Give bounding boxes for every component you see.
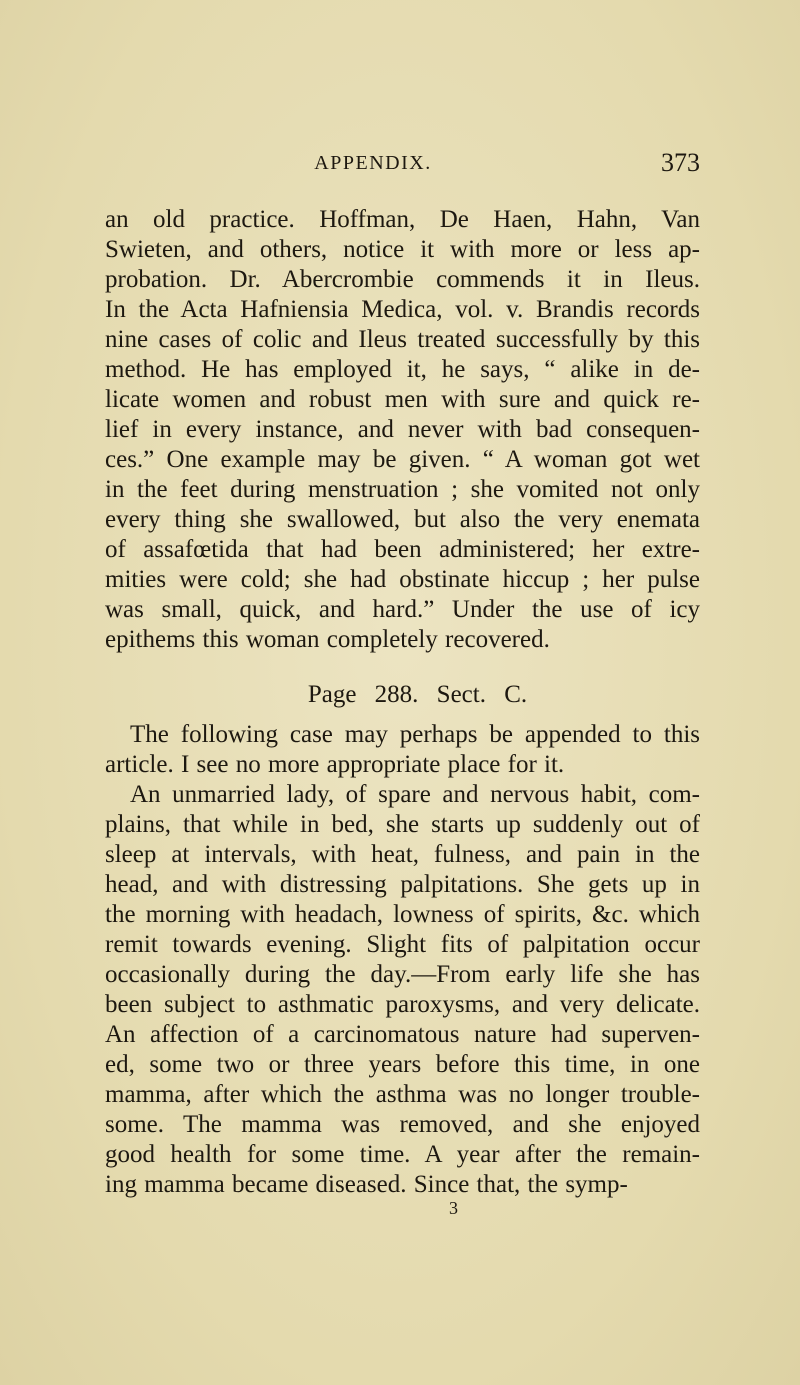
text-line: lief in every instance, and never with bad consequen-	[105, 416, 700, 443]
text-line: was small, quick, and hard.” Under the use of icy	[105, 596, 700, 623]
text-line: Swieten, and others, notice it with more or less ap-	[105, 236, 700, 263]
text-line: mamma, after which the asthma was no longer trouble-	[105, 1081, 700, 1108]
text-line: mities were cold; she had obstinate hiccup ; her pulse	[105, 566, 700, 593]
text-line: every thing she swallowed, but also the very enemata	[105, 506, 700, 533]
text-line: In the Acta Hafniensia Medica, vol. v. Brandis records	[105, 296, 700, 323]
running-head	[105, 150, 700, 180]
text-line: the morning with headach, lowness of spirits, &c. which	[105, 901, 700, 928]
text-line: ces.” One example may be given. “ A woman got wet	[105, 446, 700, 473]
text-line: An affection of a carcinomatous nature had superven-	[105, 1021, 700, 1048]
text-line: nine cases of colic and Ileus treated successfully by this	[105, 326, 700, 353]
text-line: epithems this woman completely recovered.	[105, 626, 550, 653]
section-heading: Page 288. Sect. C.	[307, 681, 528, 708]
signature-mark: 3	[449, 1198, 458, 1218]
text-line: in the feet during menstruation ; she vomited not only	[105, 476, 700, 503]
text-line: an old practice. Hoffman, De Haen, Hahn, Van	[105, 206, 700, 233]
text-line: An unmarried lady, of spare and nervous habit, com-	[130, 781, 700, 808]
text-line: occasionally during the day.—From early life she has	[105, 961, 700, 988]
text-line: method. He has employed it, he says, “ alike in de-	[105, 356, 700, 383]
text-line: good health for some time. A year after the remain-	[105, 1141, 700, 1168]
text-line: article. I see no more appropriate place for it.	[105, 751, 565, 778]
text-line: licate women and robust men with sure and quick re-	[105, 386, 700, 413]
running-head-title: APPENDIX.	[314, 152, 432, 174]
text-line: The following case may perhaps be appended to this	[130, 721, 700, 748]
text-line: sleep at intervals, with heat, fulness, and pain in the	[105, 841, 700, 868]
text-line: head, and with distressing palpitations. She gets up in	[105, 871, 700, 898]
text-line: been subject to asthmatic paroxysms, and very delicate.	[105, 991, 700, 1018]
text-line: ed, some two or three years before this time, in one	[105, 1051, 700, 1078]
text-line: plains, that while in bed, she starts up suddenly out of	[105, 811, 700, 838]
text-line: some. The mamma was removed, and she enjoyed	[105, 1111, 700, 1138]
page-number: 373	[661, 148, 700, 177]
text-line: remit towards evening. Slight fits of palpitation occur	[105, 931, 700, 958]
text-line: ing mamma became diseased. Since that, the symp-	[105, 1171, 628, 1198]
text-line: of assafœtida that had been administered; her extre-	[105, 536, 700, 563]
text-line: probation. Dr. Abercrombie commends it in Ileus.	[105, 266, 700, 293]
